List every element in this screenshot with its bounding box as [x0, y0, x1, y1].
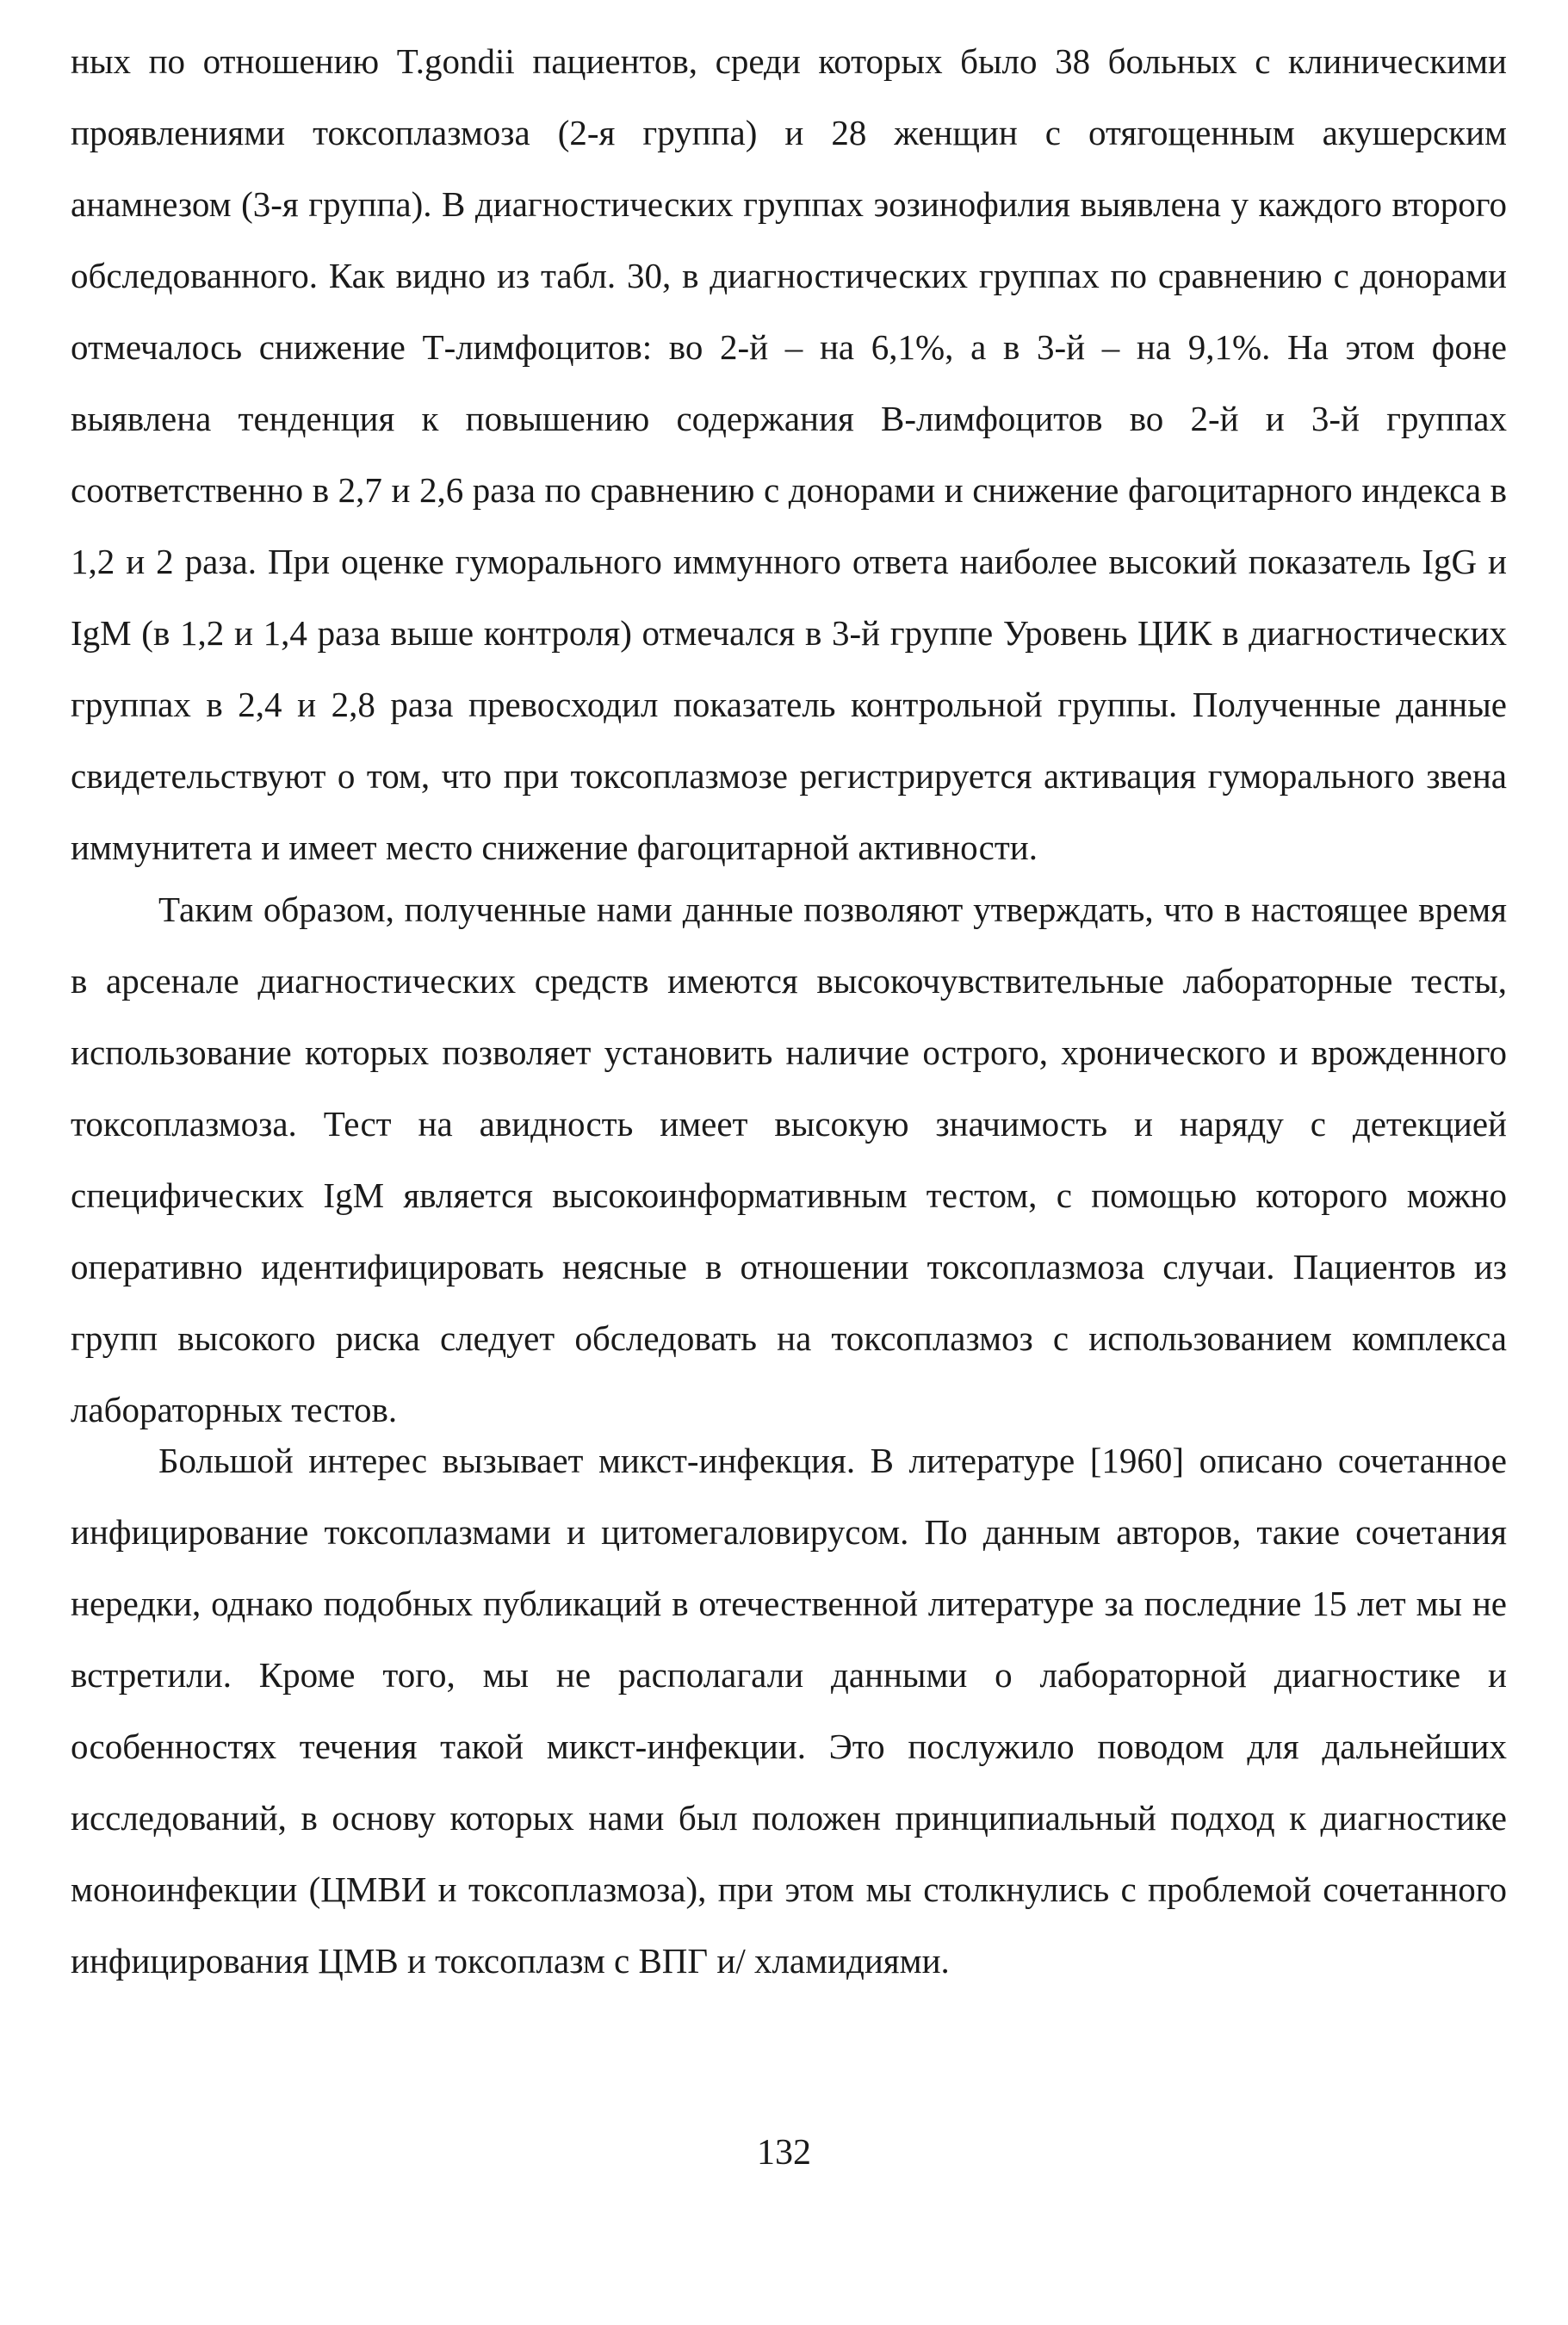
paragraph-1-text: ных по отношению T.gondii пациентов, среди которых было 38 больных с клиническими проявлениями токсоплазмоза (2-я группа) и 28 женщин с отягощенным акушерским анамнезом (3-я группа). В диагностических группах эозинофилия выявлена у каждого второго обследованного. Как видно из табл. 30, в диагностических группах по сравнению с донорами отмечалось снижение Т-лимфоцитов: во 2-й – на 6,1%, а в 3-й – на 9,1%. На этом фоне выявлена тенденция к повышению содержания В-лимфоцитов во 2-й и 3-й группах соответственно в 2,7 и 2,6 раза по сравнению с донорами и снижение фагоцитарного индекса в 1,2 и 2 раза. При оценке гуморального иммунного ответа наиболее высокий показатель IgG и IgM (в 1,2 и 1,4 раза выше контроля) отмечался в 3-й группе Уровень ЦИК в диагностических группах в 2,4 и 2,8 раза превосходил показатель контрольной группы. Полученные данные свидетельствуют о том, что при токсоплазмозе регистрируется активация гуморального звена иммунитета и имеет место снижение фагоцитарной активности.: [71, 41, 1507, 867]
paragraph-1: [71, 26, 1507, 884]
paragraph-2: [71, 874, 1507, 1446]
paragraph-3: [71, 1425, 1507, 1997]
paragraph-2-text: Таким образом, полученные нами данные позволяют утверждать, что в настоящее время в арсенале диагностических средств имеются высокочувствительные лабораторные тесты, использование которых позволяет установить наличие острого, хронического и врожденного токсоплазмоза. Тест на авидность имеет высокую значимость и наряду с детекцией специфических IgM является высокоинформативным тестом, с помощью которого можно оперативно идентифицировать неясные в отношении токсоплазмоза случаи. Пациентов из групп высокого риска следует обследовать на токсоплазмоз с использованием комплекса лабораторных тестов.: [71, 890, 1507, 1429]
page-number: 132: [757, 2133, 811, 2173]
paragraph-3-text: Большой интерес вызывает микст-инфекция. В литературе [1960] описано сочетанное инфицирование токсоплазмами и цитомегаловирусом. По данным авторов, такие сочетания нередки, однако подобных публикаций в отечественной литературе за последние 15 лет мы не встретили. Кроме того, мы не располагали данными о лабораторной диагностике и особенностях течения такой микст-инфекции. Это послужило поводом для дальнейших исследований, в основу которых нами был положен принципиальный подход к диагностике моноинфекции (ЦМВИ и токсоплазмоза), при этом мы столкнулись с проблемой сочетанного инфицирования ЦМВ и токсоплазм с ВПГ и/ хламидиями.: [71, 1441, 1507, 1981]
